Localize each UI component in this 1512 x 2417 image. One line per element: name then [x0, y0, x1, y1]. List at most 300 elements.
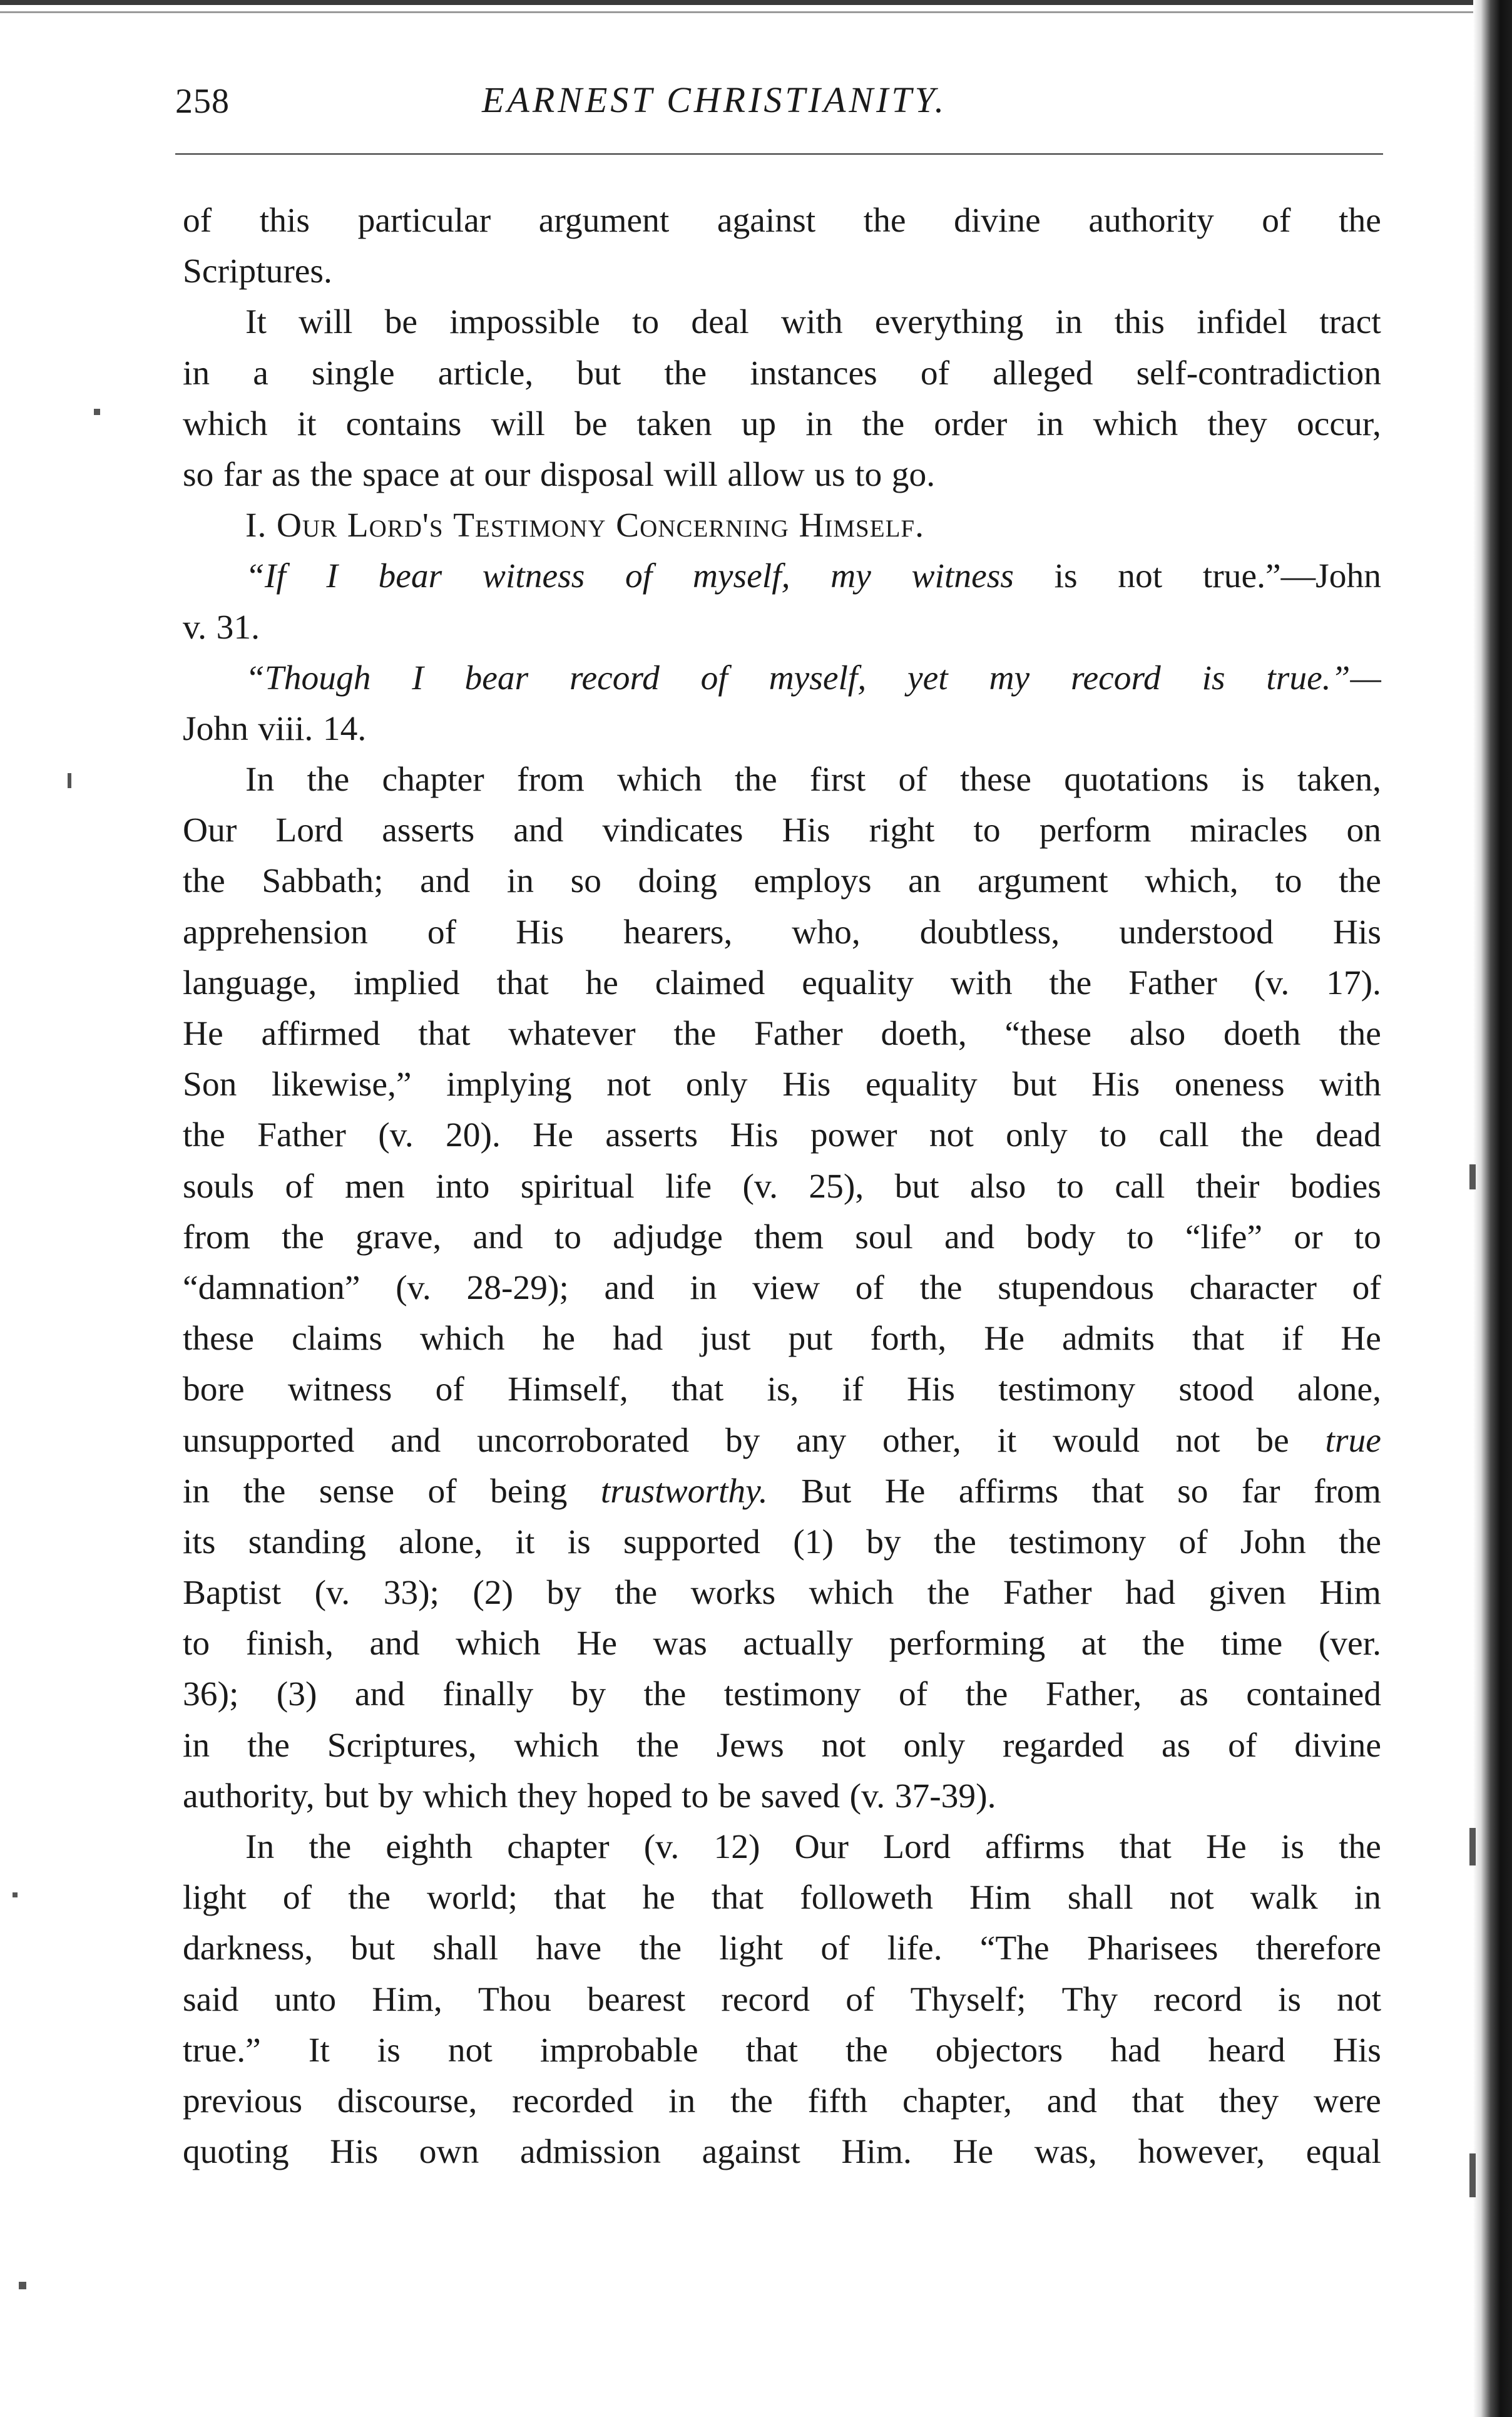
word: Son [183, 1065, 237, 1104]
section-heading [183, 500, 1381, 551]
word: John [1240, 1522, 1306, 1561]
word: given [1208, 1574, 1286, 1613]
word: the [639, 1929, 682, 1968]
word: up [741, 404, 777, 443]
word: will [299, 303, 353, 342]
word: not [929, 1116, 974, 1155]
word: self-contradiction [1136, 354, 1381, 393]
word: previous [183, 2081, 303, 2120]
word: Thy [1061, 1980, 1118, 2019]
word: is [1241, 761, 1265, 799]
word: record [721, 1980, 810, 2019]
word: to [855, 455, 882, 494]
word: the [615, 1574, 658, 1613]
word: of [282, 1879, 312, 1917]
word: finish, [245, 1624, 334, 1663]
word: to [682, 1777, 709, 1815]
word: which, [1145, 862, 1239, 901]
word: that [1192, 1320, 1245, 1358]
word: 14. [322, 709, 367, 748]
word: I [326, 557, 338, 596]
quotation-line [183, 653, 1381, 704]
word: space [362, 455, 440, 494]
word: regarded [1003, 1726, 1125, 1765]
text-line [183, 195, 1381, 246]
word: in [183, 1472, 210, 1511]
top-edge-thin-rule [0, 11, 1512, 13]
word: of [427, 913, 457, 952]
word: put [788, 1320, 833, 1358]
word: impossible [449, 303, 600, 342]
word: testimony [723, 1675, 861, 1714]
word: the [862, 404, 905, 443]
word: the [1339, 1015, 1381, 1053]
word: in [668, 2081, 696, 2120]
word: other, [882, 1421, 961, 1460]
word: light [719, 1929, 784, 1968]
word: 31. [216, 608, 260, 647]
word: the [934, 1522, 976, 1561]
word: but [1012, 1065, 1057, 1104]
word: He [884, 1472, 926, 1511]
word: he [585, 963, 618, 1002]
word: be [718, 1777, 752, 1815]
word: will [491, 404, 545, 443]
word: that [1091, 1472, 1144, 1511]
word: Lord [883, 1828, 951, 1866]
word: shall [1067, 1879, 1133, 1917]
word: would [1053, 1421, 1140, 1460]
text-line [183, 856, 1381, 906]
word: is [1054, 557, 1078, 596]
header-rule [175, 153, 1383, 155]
word: Him [1319, 1574, 1381, 1613]
text-line [183, 1872, 1381, 1923]
word: authority, [183, 1777, 315, 1815]
quotation-line [183, 551, 1381, 602]
word: doubtless, [919, 913, 1060, 952]
word: affirms [958, 1472, 1059, 1511]
word: order [934, 404, 1008, 443]
word: the [965, 1675, 1008, 1714]
word: had [1110, 2031, 1161, 2070]
word: divine [954, 202, 1041, 240]
text-line [183, 1771, 1381, 1822]
margin-mark [13, 1892, 18, 1897]
text-line [183, 1263, 1381, 1313]
word: His [730, 1116, 779, 1155]
word: sense [319, 1472, 395, 1511]
word: right [869, 811, 935, 850]
word: in [690, 1268, 717, 1307]
binding-speck [1469, 1828, 1476, 1865]
text-line [183, 704, 1381, 754]
word: of [845, 1980, 875, 2019]
word: these [959, 761, 1032, 799]
word: alone, [1297, 1370, 1381, 1409]
word: and [1046, 2081, 1097, 2120]
word: affirmed [261, 1015, 381, 1053]
word: its [183, 1522, 216, 1561]
word: the [183, 862, 225, 901]
word: testimony [998, 1370, 1136, 1409]
word: by [866, 1522, 901, 1561]
word: discourse, [337, 2081, 478, 2120]
word: but [324, 1777, 369, 1815]
word: recorded [512, 2081, 634, 2120]
word: he [542, 1320, 576, 1358]
word: to [183, 1624, 210, 1663]
word: He [1206, 1828, 1247, 1866]
word: testimony [1009, 1522, 1147, 1561]
text-line [183, 1720, 1381, 1771]
word: Baptist [183, 1574, 282, 1613]
word: asserts [382, 811, 475, 850]
word: Our [276, 506, 338, 545]
word: that [711, 1879, 764, 1917]
word: our [484, 455, 531, 494]
word: be [574, 404, 608, 443]
word: contains [345, 404, 462, 443]
word: yet [907, 659, 948, 697]
word: the [282, 1218, 324, 1256]
word: of [285, 1167, 314, 1206]
word: these [183, 1320, 255, 1358]
word: admission [519, 2133, 662, 2172]
word: he [642, 1879, 675, 1917]
word: in [1055, 303, 1083, 342]
word: that [496, 963, 549, 1002]
word: miracles [1190, 811, 1308, 850]
word: or [1294, 1218, 1323, 1256]
word: the [310, 455, 353, 494]
word: and [354, 1675, 406, 1714]
word: 28-29); [466, 1268, 569, 1307]
word: Him, [372, 1980, 442, 2019]
word: to [1275, 862, 1302, 901]
word: and [472, 1218, 523, 1256]
word: hearers, [623, 913, 733, 952]
word: who, [792, 913, 861, 952]
word: divine [1294, 1726, 1381, 1765]
word: taken [636, 404, 712, 443]
text-line [183, 399, 1381, 449]
word: apprehension [183, 913, 368, 952]
word: which [422, 1777, 508, 1815]
word: finally [442, 1675, 534, 1714]
word: But [801, 1472, 852, 1511]
word: darkness, [183, 1929, 314, 1968]
word: record [1070, 659, 1161, 697]
word: supported [623, 1522, 760, 1561]
word: He [1341, 1320, 1381, 1358]
word: employs [753, 862, 872, 901]
word: if [1282, 1320, 1304, 1358]
word: not [821, 1726, 866, 1765]
word: be [384, 303, 418, 342]
word: any [796, 1421, 847, 1460]
margin-mark [68, 773, 71, 788]
word: time [1220, 1624, 1283, 1663]
word: bearest [587, 1980, 686, 2019]
word: the [348, 1879, 391, 1917]
word: a [253, 354, 268, 393]
word: followeth [800, 1879, 933, 1917]
word: eighth [386, 1828, 473, 1866]
text-line [183, 1466, 1381, 1517]
word: 33); [383, 1574, 439, 1613]
word: 37-39). [894, 1777, 996, 1815]
word: witness [911, 557, 1014, 596]
word: argument [538, 202, 670, 240]
word: Testimony [453, 506, 606, 545]
word: record [1153, 1980, 1242, 2019]
word: of [1262, 202, 1291, 240]
word: was, [1034, 2133, 1097, 2172]
word: Our [183, 811, 237, 850]
word: chapter [382, 761, 484, 799]
word: occur, [1296, 404, 1381, 443]
word: language, [183, 963, 317, 1002]
text-line [183, 1212, 1381, 1263]
word: allow [727, 455, 805, 494]
word: 25), [809, 1167, 864, 1206]
text-line [183, 1923, 1381, 1974]
word: not [447, 2031, 493, 2070]
word: bodies [1290, 1167, 1381, 1206]
word: instances [750, 354, 877, 393]
word: that [745, 2031, 798, 2070]
word: therefore [1255, 1929, 1381, 1968]
word: Scriptures. [183, 252, 332, 291]
word: likewise,” [272, 1065, 412, 1104]
word: claims [292, 1320, 382, 1358]
word: is [1202, 659, 1225, 697]
word: so [1177, 1472, 1208, 1511]
word: true.”—John [1202, 557, 1381, 596]
word: v. [183, 608, 207, 647]
word: the [1049, 963, 1092, 1002]
word: particular [357, 202, 491, 240]
word: stood [1178, 1370, 1254, 1409]
word: to [1056, 1167, 1084, 1206]
word: not [1175, 1421, 1220, 1460]
word: have [536, 1929, 602, 1968]
word: of [1178, 1522, 1208, 1561]
word: the [183, 1116, 225, 1155]
text-line [183, 1110, 1381, 1161]
word: claimed [655, 963, 765, 1002]
word: also [1129, 1015, 1186, 1053]
word: forth, [870, 1320, 947, 1358]
word: hoped [586, 1777, 672, 1815]
word: (ver. [1318, 1624, 1381, 1663]
word: and [944, 1218, 995, 1256]
word: His [782, 811, 830, 850]
word: go. [891, 455, 936, 494]
word: just [700, 1320, 751, 1358]
word: disposal [540, 455, 654, 494]
word: alone, [399, 1522, 483, 1561]
word: which [183, 404, 268, 443]
word: only [1006, 1116, 1068, 1155]
word: being [490, 1472, 568, 1511]
word: not [1337, 1980, 1381, 2019]
word: contained [1246, 1675, 1381, 1714]
word: Himself. [799, 506, 924, 545]
word: In [245, 1828, 275, 1866]
word: oneness [1174, 1065, 1285, 1104]
page-number: 258 [175, 82, 230, 121]
word: viii. [258, 709, 314, 748]
word: which [514, 1726, 600, 1765]
word: He [984, 1320, 1024, 1358]
word: Thou [478, 1980, 552, 2019]
word: grave, [355, 1218, 442, 1256]
word: (1) [793, 1522, 834, 1561]
word: He [953, 2133, 994, 2172]
word: trustworthy. [600, 1472, 768, 1511]
word: His [1332, 2031, 1381, 2070]
text-line [183, 805, 1381, 856]
word: but [576, 354, 621, 393]
word: understood [1119, 913, 1274, 952]
word: to [631, 303, 660, 342]
text-line [183, 1517, 1381, 1568]
word: Sabbath; [262, 862, 384, 901]
word: had [1125, 1574, 1176, 1613]
word: in [506, 862, 534, 901]
word: they [1207, 404, 1267, 443]
word: doeth [1223, 1015, 1301, 1053]
word: I. [245, 506, 267, 545]
word: It [308, 2031, 330, 2070]
text-line [183, 1415, 1381, 1466]
word: of [920, 354, 950, 393]
word: also [969, 1167, 1026, 1206]
word: He [183, 1015, 223, 1053]
word: so [570, 862, 601, 901]
margin-mark [94, 409, 100, 415]
word: if [842, 1370, 864, 1409]
word: doeth, [881, 1015, 967, 1053]
word: and [604, 1268, 655, 1307]
word: Father [1128, 963, 1217, 1002]
word: admits [1061, 1320, 1155, 1358]
word: Father [753, 1015, 843, 1053]
word: His [906, 1370, 955, 1409]
word: affirms [985, 1828, 1085, 1866]
word: Scriptures, [327, 1726, 477, 1765]
word: is [377, 2031, 401, 2070]
word: John [183, 709, 248, 748]
word: the [643, 1675, 687, 1714]
word: Our [794, 1828, 849, 1866]
word: soul [855, 1218, 913, 1256]
word: 12) [713, 1828, 760, 1866]
word: quotations [1064, 761, 1209, 799]
word: of [183, 202, 212, 240]
text-line [183, 1008, 1381, 1059]
word: with [1319, 1065, 1381, 1104]
text-line [183, 2076, 1381, 2127]
word: in [805, 404, 833, 443]
text-line [183, 1364, 1381, 1415]
word: the [863, 202, 906, 240]
word: perform [1039, 811, 1152, 850]
word: record [570, 659, 660, 697]
word: power [810, 1116, 897, 1155]
word: (v. [314, 1574, 350, 1613]
word: “damnation” [183, 1268, 360, 1307]
word: Father [257, 1116, 346, 1155]
word: and [420, 862, 471, 901]
word: first [809, 761, 866, 799]
word: alleged [993, 354, 1093, 393]
word: this [1114, 303, 1165, 342]
word: implying [446, 1065, 572, 1104]
word: witness [287, 1370, 392, 1409]
word: unsupported [183, 1421, 355, 1460]
word: the [307, 761, 350, 799]
word: us [814, 455, 845, 494]
word: my [989, 659, 1030, 697]
word: dead [1315, 1116, 1381, 1155]
word: Father [1003, 1574, 1092, 1613]
word: “life” [1185, 1218, 1263, 1256]
word: call [1115, 1167, 1165, 1206]
body-text [183, 195, 1381, 2177]
word: on [1346, 811, 1381, 850]
text-line [183, 1974, 1381, 2025]
binding-speck [1469, 2153, 1476, 2197]
word: it [997, 1421, 1017, 1460]
word: quoting [183, 2133, 289, 2172]
word: that [1119, 1828, 1172, 1866]
word: said [183, 1980, 239, 2019]
word: of [855, 1268, 885, 1307]
word: by [546, 1574, 581, 1613]
text-line [183, 246, 1381, 297]
word: “If [245, 557, 286, 596]
word: true [1325, 1421, 1381, 1460]
word: His [1091, 1065, 1140, 1104]
word: saved [760, 1777, 840, 1815]
word: by [571, 1675, 606, 1714]
word: His [330, 2133, 379, 2172]
word: (v. [378, 1116, 414, 1155]
word: I [412, 659, 424, 697]
word: my [830, 557, 871, 596]
word: chapter [507, 1828, 610, 1866]
word: with [780, 303, 843, 342]
word: world; [427, 1879, 518, 1917]
text-line [183, 297, 1381, 347]
word: own [419, 2133, 479, 2172]
word: which [456, 1624, 541, 1663]
word: to [1354, 1218, 1381, 1256]
word: Thyself; [910, 1980, 1026, 2019]
word: of [625, 557, 653, 596]
word: souls [183, 1167, 255, 1206]
word: Father, [1045, 1675, 1142, 1714]
word: the [1240, 1116, 1284, 1155]
text-line [183, 1568, 1381, 1618]
word: “Though [245, 659, 371, 697]
word: of [898, 761, 927, 799]
word: view [752, 1268, 820, 1307]
word: implied [354, 963, 460, 1002]
